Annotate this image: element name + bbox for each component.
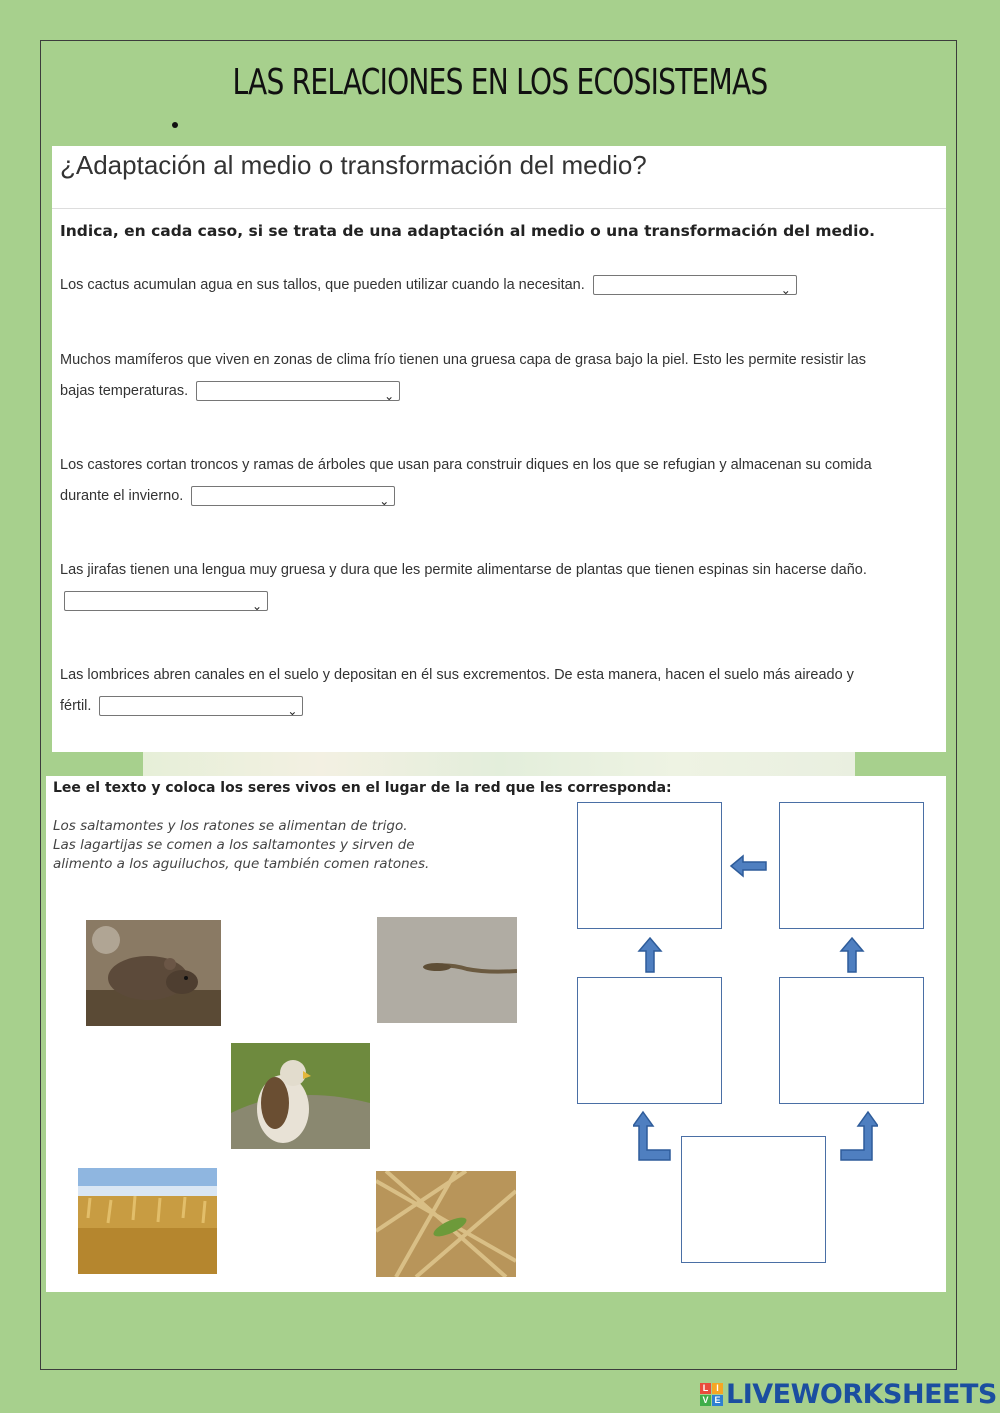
chevron-down-icon: ⌄: [287, 704, 298, 719]
answer-select[interactable]: [196, 381, 400, 404]
food-web-box-top-left[interactable]: [577, 802, 722, 929]
food-web-box-top-right[interactable]: [779, 802, 924, 929]
question-4: [60, 555, 880, 617]
brand-name: LIVEWORKSHEETS: [726, 1378, 997, 1410]
question-3: [60, 450, 880, 512]
question-1: [60, 270, 880, 301]
hawk-photo[interactable]: [231, 1043, 370, 1149]
chevron-down-icon: ⌄: [251, 599, 262, 614]
question-text: Muchos mamíferos que viven en zonas de clima frío tienen una gruesa capa de grasa bajo la piel. Esto les permite resistir las bajas temperaturas.: [60, 352, 866, 399]
section-instruction: Indica, en cada caso, si se trata de una adaptación al medio o una transformación del medio.: [60, 222, 876, 240]
logo-mark: L I V E: [700, 1383, 723, 1406]
adaptation-panel: [52, 146, 946, 752]
question-text: Los castores cortan troncos y ramas de árboles que usan para construir diques en los que se refugian y almacenan su comida durante el invierno.: [60, 457, 872, 504]
question-text: Los cactus acumulan agua en sus tallos, que pueden utilizar cuando la necesitan.: [60, 277, 585, 293]
chevron-down-icon: ⌄: [384, 389, 395, 404]
section-instruction: Lee el texto y coloca los seres vivos en el lugar de la red que les corresponda:: [53, 780, 672, 796]
story-text: Los saltamontes y los ratones se alimentan de trigo. Las lagartijas se comen a los saltamontes y sirven de alimento a los aguiluchos, que también comen ratones.: [53, 818, 430, 872]
liveworksheets-logo[interactable]: [700, 1378, 997, 1410]
question-5: [60, 660, 880, 722]
question-text: Las jirafas tienen una lengua muy gruesa y dura que les permite alimentarse de plantas que tienen espinas sin hacerse daño.: [60, 562, 867, 578]
arrow-up-icon: [839, 936, 865, 974]
wheat-field-photo[interactable]: [78, 1168, 217, 1274]
arrow-up-icon: [637, 936, 663, 974]
answer-select[interactable]: [191, 486, 395, 509]
question-text: Las lombrices abren canales en el suelo y depositan en él sus excrementos. De esta manera, hacen el suelo más aireado y fértil.: [60, 667, 854, 714]
answer-select[interactable]: [593, 275, 797, 298]
curved-arrow-up-icon: [633, 1110, 673, 1164]
food-web-box-middle-left[interactable]: [577, 977, 722, 1104]
curved-arrow-up-icon: [838, 1110, 878, 1164]
chevron-down-icon: ⌄: [780, 283, 791, 298]
grasshopper-photo[interactable]: [376, 1171, 516, 1277]
lizard-photo[interactable]: [377, 917, 517, 1023]
food-web-box-bottom[interactable]: [681, 1136, 826, 1263]
answer-select[interactable]: [64, 591, 268, 614]
food-web-box-middle-right[interactable]: [779, 977, 924, 1104]
page-title: LAS RELACIONES EN LOS ECOSISTEMAS: [232, 62, 768, 103]
arrow-left-icon: [729, 854, 769, 878]
chevron-down-icon: ⌄: [379, 494, 390, 509]
question-2: [60, 345, 880, 407]
divider: [52, 208, 946, 209]
section-heading: ¿Adaptación al medio o transformación del medio?: [60, 150, 647, 180]
decorative-strip: [143, 752, 855, 776]
answer-select[interactable]: [99, 696, 303, 719]
bullet-point: [172, 122, 178, 128]
food-web-panel: [46, 776, 946, 1292]
mouse-photo[interactable]: [86, 920, 221, 1026]
